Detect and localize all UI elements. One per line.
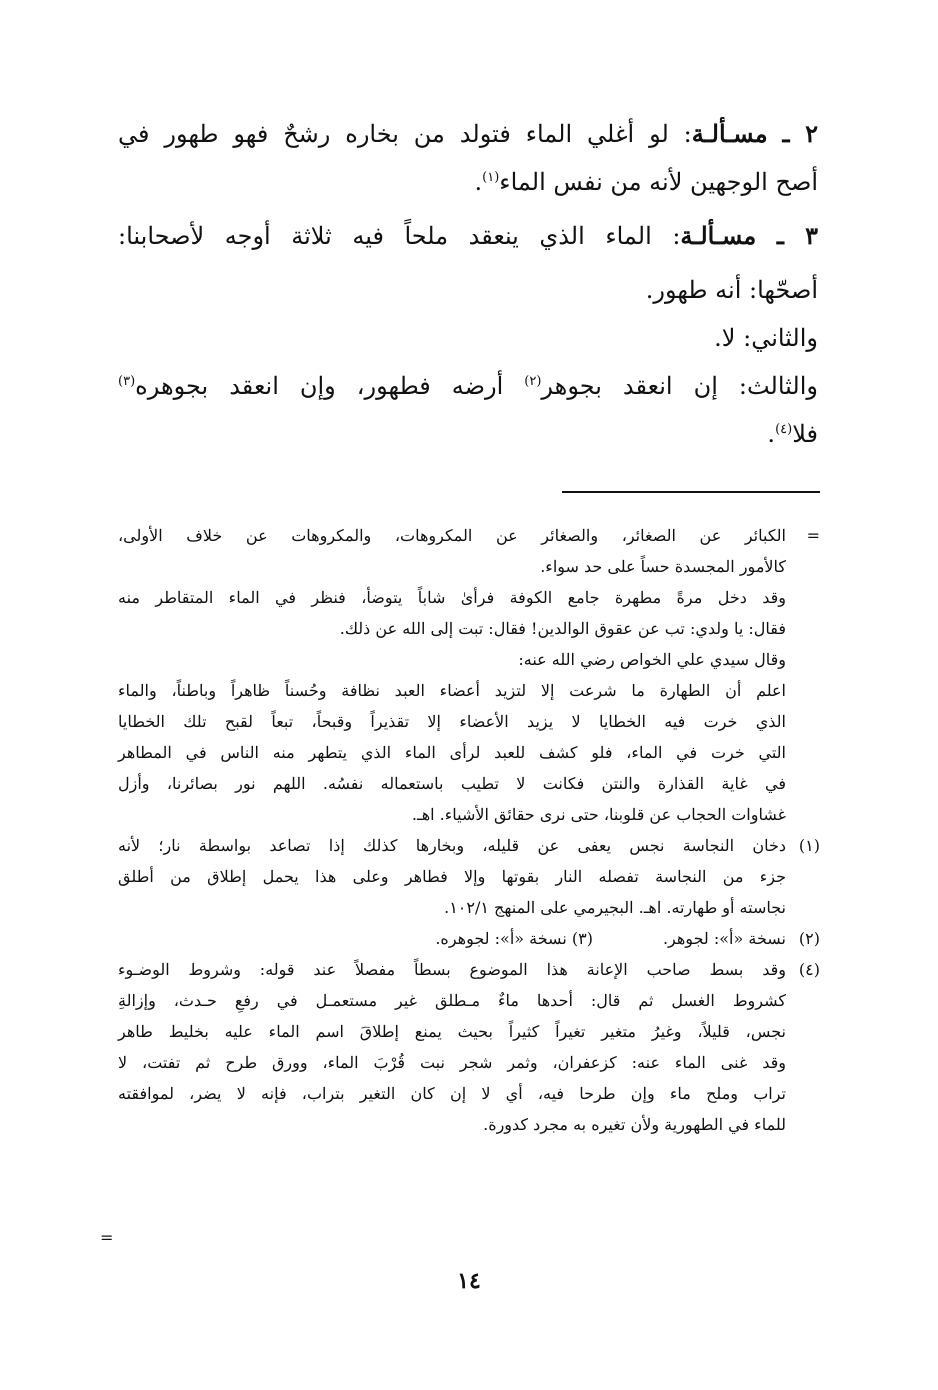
footnote-line: نجاسته أو طهارته. اهـ. البجيرمي على المنهج ١٠٢/١. <box>444 898 786 917</box>
footnote-4 <box>118 954 820 1140</box>
footnote-line: وقد بسط صاحب الإعانة هذا الموضوع بسطاً مفصلاً عند قوله: وشروط الوضـوء <box>118 960 786 979</box>
footnote-line: وقد دخل مرةً مطهرة جامع الكوفة فرأىٰ شاباً يتوضأ، فنظر في الماء المتقاطر منه <box>118 588 786 607</box>
footnote-separator <box>562 491 820 493</box>
footnote-line: الذي خرت فيه الخطايا لا يزيد الأعضاء إلا تقذيراً وقبحاً، تبعاً لقبح تلك الخطايا <box>118 712 787 731</box>
footnote-line: تراب وملح ماء وإن طرحا فيه، أي لا إن كان التغير بتراب، فإنه لا يضر، لموافقته <box>118 1084 786 1103</box>
footnote-line: غشاوات الحجاب عن قلوبنا، حتى نرى حقائق الأشياء. اهـ. <box>411 805 786 824</box>
footnote-2-text: نسخة «أ»: لجوهر. <box>662 929 786 948</box>
footnote-line: للماء في الطهورية ولأن تغيره به مجرد كدورة. <box>483 1115 786 1134</box>
footnote-1-mark: (١) <box>798 836 820 855</box>
issue-3-second-view: والثاني: لا. <box>714 324 818 352</box>
issue-2-text-2: أصح الوجهين لأنه من نفس الماء <box>499 168 818 196</box>
issue-3-label: مسـألـة <box>680 221 757 250</box>
end-continuation-mark: = <box>100 1228 114 1247</box>
footnote-line: جزء من النجاسة تفصله النار بقوتها وإلا فطاهر وعلى هذا يحمل إطلاق من أطلق <box>118 867 786 886</box>
page-number: ١٤ <box>457 1268 481 1294</box>
footnote-line: الكبائر عن الصغائر، والصغائر عن المكروهات، والمكروهات عن خلاف الأولى، <box>118 526 786 545</box>
issue-3-third-a: والثالث: إن انعقد بجوهر <box>541 372 818 400</box>
issue-2-label: مسـألـة <box>691 119 768 148</box>
issue-3-text-1: : الماء الذي ينعقد ملحاً فيه ثلاثة أوجه لأصحابنا: <box>118 222 681 250</box>
footnote-ref-1[interactable]: (١) <box>482 170 500 185</box>
footnotes-2-3 <box>118 923 820 954</box>
footnote-4-mark: (٤) <box>798 960 820 979</box>
footnote-3-mark: (٣) <box>571 929 593 948</box>
footnote-1 <box>118 830 820 923</box>
footnote-ref-2[interactable]: (٢) <box>524 374 542 389</box>
footnote-line: اعلم أن الطهارة ما شرعت إلا لتزيد أعضاء العبد نظافة وحُسناً ظاهراً وباطناً، والماء <box>118 681 786 700</box>
footnote-line: فقال: يا ولدي: تب عن عقوق الوالدين! فقال: تبت إلى الله عن ذلك. <box>339 619 786 638</box>
issue-3-last-line <box>118 410 818 458</box>
footnote-line: كشروط الغسل ثم قال: أحدها ماءٌ مـطلق غير مستعمـل في رفعِ حـدث، وإزالةِ <box>118 991 786 1010</box>
issue-2-line-1 <box>118 110 818 158</box>
footnote-line: كالأمور المجسدة حساً على حد سواء. <box>540 557 786 576</box>
footnote-ref-4[interactable]: (٤) <box>775 422 793 437</box>
continuation-mark: = <box>806 526 820 545</box>
footnote-line: دخان النجاسة نجس يعفى عن قليله، وبخارها كذلك إذا تصاعد بواسطة نار؛ لأنه <box>118 836 786 855</box>
footnote-line: وقد غنى الماء عنه: كزعفران، وثمر شجر نبت قُرْبَ الماء، وورق طرح ثم تفتت، لا <box>118 1053 786 1072</box>
footnote-continuation <box>118 520 820 830</box>
issue-3-third-b: أرضه فطهور، وإن انعقد بجوهره <box>135 372 525 400</box>
footnote-ref-3[interactable]: (٣) <box>118 374 136 389</box>
issue-3-first-view: أصحّها: أنه طهور. <box>645 276 818 304</box>
footnote-line: نجس، قليلاً، وغيرُ متغير تغيراً كثيراً بحيث يمنع إطلاقَ اسم الماء عليه بخليط طاهر <box>118 1022 786 1041</box>
main-text <box>118 110 818 458</box>
issue-2-period: . <box>474 168 483 196</box>
issue-2-text-1: : لو أغلي الماء فتولد من بخاره رشحٌ فهو طهور في <box>118 120 692 148</box>
footnote-2-mark: (٢) <box>798 929 820 948</box>
issue-2-number: ٢ ـ <box>782 119 818 148</box>
issue-3-line-1 <box>118 212 818 260</box>
footnote-line: وقال سيدي علي الخواص رضي الله عنه: <box>518 650 786 669</box>
issue-2-line-2 <box>118 158 818 206</box>
footnote-3 <box>435 923 593 954</box>
issue-3-last-word: فلا <box>792 420 818 448</box>
footnote-line: التي خرت في الماء، فلو كشف للعبد لرأى الماء الذي يتطهر منه الناس في المطاهر <box>118 743 786 762</box>
issue-3-number: ٣ ـ <box>776 221 819 250</box>
footnote-line: في غاية القذارة والنتن فكانت لا تطيب باستعماله نفسُه. اللهم نور بصائرنا، وأزل <box>118 774 786 793</box>
issue-3-period: . <box>767 420 776 448</box>
footnote-3-text: نسخة «أ»: لجوهره. <box>435 929 567 948</box>
issue-3-third-view <box>118 362 818 410</box>
footnotes <box>118 520 820 1140</box>
